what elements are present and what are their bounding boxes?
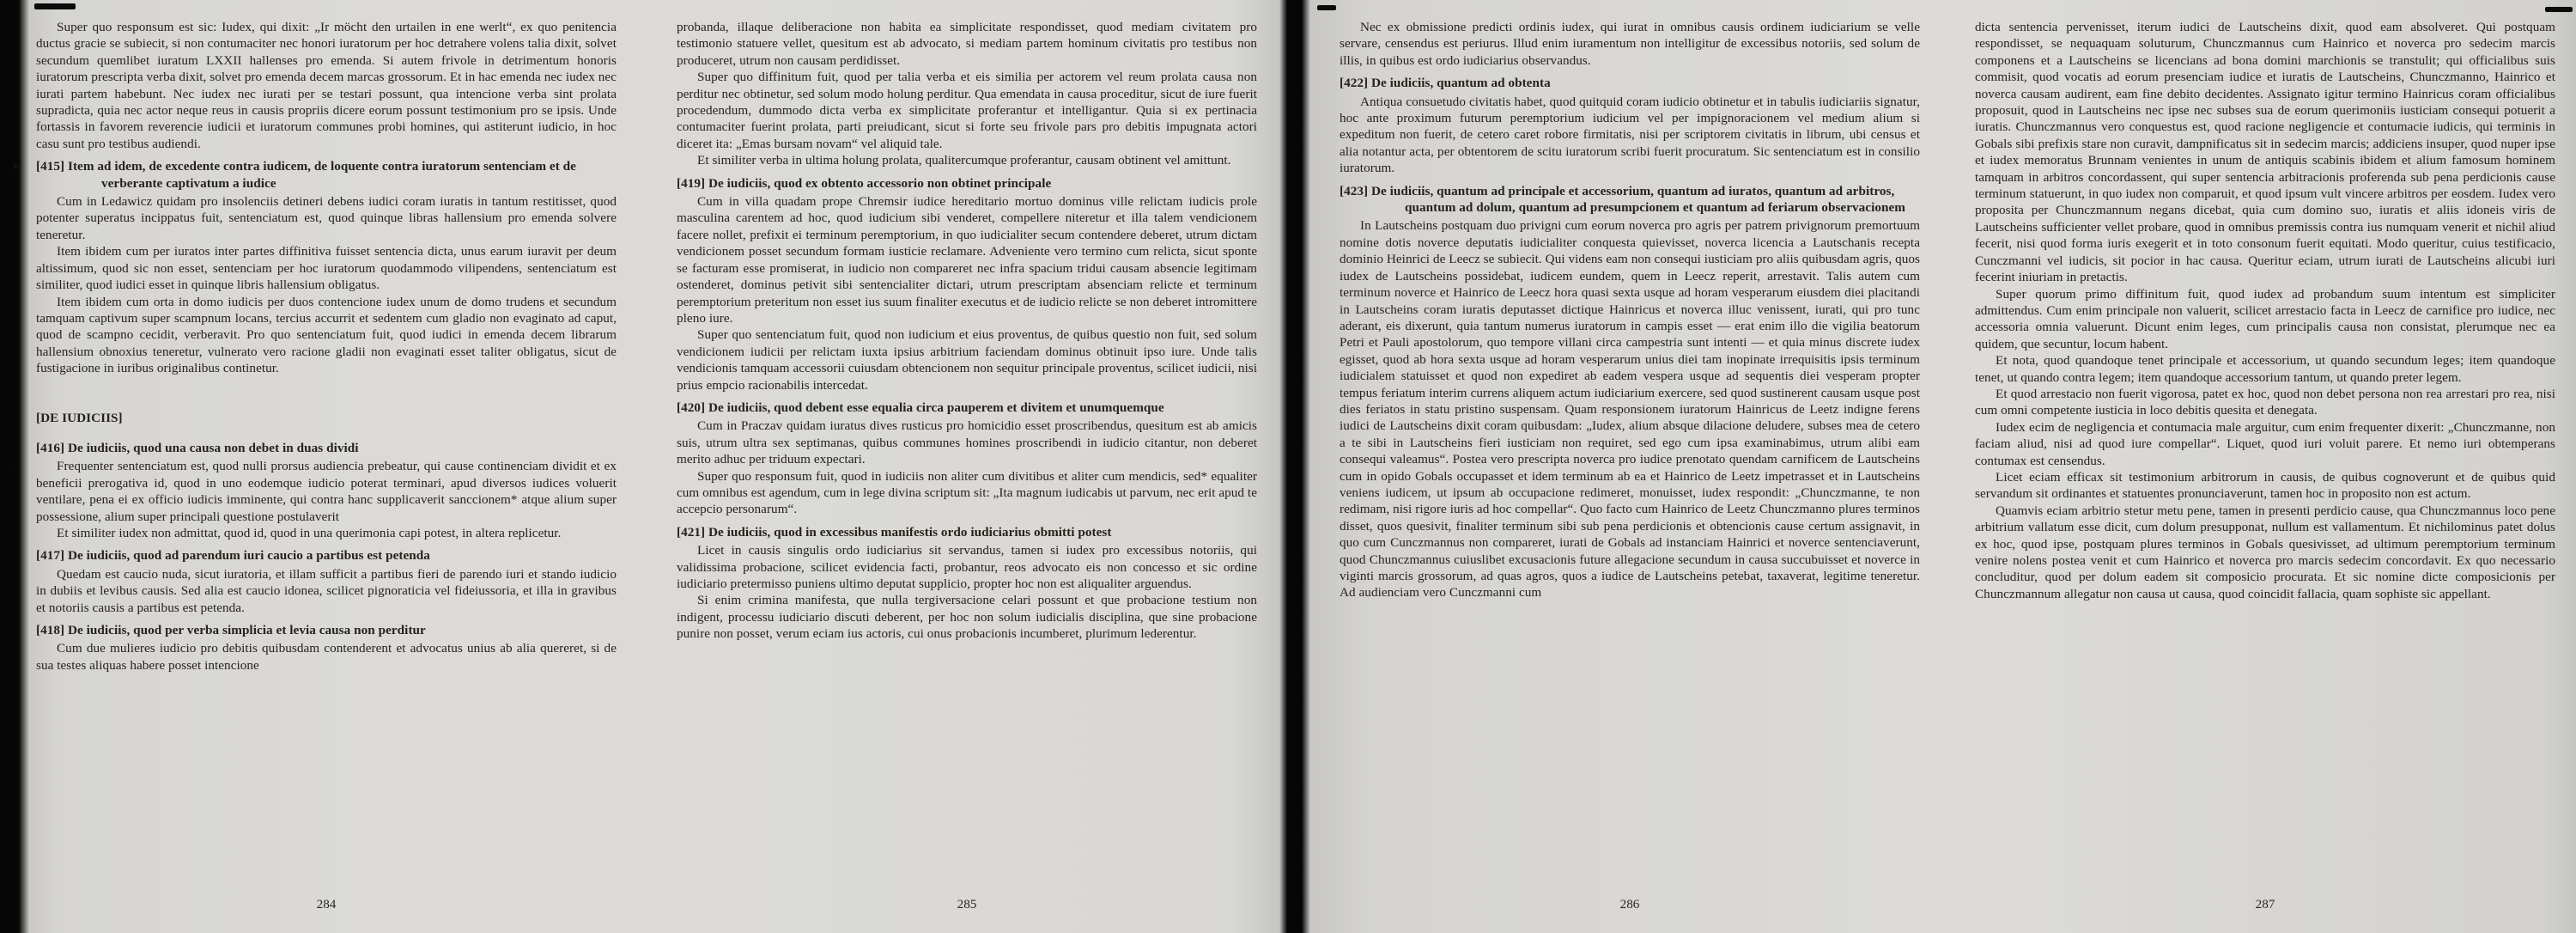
paragraph: Cum in Praczav quidam iuratus dives rusticus pro homicidio esset proscribendus, quesitum est ab amicis suis, utrum ultra sex septimanas, quibus communes homines proscribendi in iudicio citantur, non deberet merito adhuc per triduum expectari.: [677, 418, 1257, 467]
paragraph: Iudex ecim de negligencia et contumacia male arguitur, cum enim frequenter dixerit: „Chunczmanne, non faciam aliud, nisi ad quod iure compellar“. Liquet, quod iuri voluit parere. Et nemo iuri obtemperans contumax est censendus.: [1975, 419, 2555, 468]
item-heading: [421] De iudiciis, quod in excessibus manifestis ordo iudiciarius obmitti potest: [677, 524, 1112, 540]
book-gutter-shadow: [1279, 0, 1310, 933]
page-287-text: [1975, 19, 2555, 602]
page-285: [677, 19, 1257, 916]
paragraph: In Lautscheins postquam duo privigni cum eorum noverca pro agris per patrem privignorum premortuum nomine dotis noverce deputatis iudicialiter conquesta quievisset, noverca licencia a Lautschanis recepta dominio Heinrici de Leecz se subiecit. Qui videns eam non consequi iusticiam pro aliis quibusdam agris, quos iudex de Lautscheins possidebat, iudicem eundem, quem in Leecz reperit, arrestavit. Talis autem cum terminum noverce et Hainrico de Leecz hora quasi sexta usque ad horam vesperarum eiusdem diei placitandi in Lautscheins coram iuratis deputasset dictique Hainricus et noverca illuc venissent, iurati, qui pro tunc aderant, eis dixerunt, quia tantum numerus iuratorum in campis esset — erat enim illo die vigilia beatorum Petri et Pauli apostolorum, quo tempore villani circa campestria sunt intenti — et quia minus discrete iudex egisset, quod ab hora sexta usque ad horam vesperarum unius diei tam inopinate irrequisitis ipsis terminum iudicialem statuisset et quod non expediret ab eadem vespera usque ad sequentis diei vesperam propter tempus feriatum interim currens aliquem actum iudiciarium exercere, sed quod sustinerent causam usque post dies feriatos in statu pristino suspensam. Quam responsionem iuratorum Hainricus de Leetz indigne ferens iudici de Lautscheins dixit coram quibusdam: „Iudex, alium absque dilacione deludere, subses mea de cetero a te sibi in Lautscheins fieri iusticiam non requiret, sed ego cum ipsa examinabimus, utrum alibi eam consequi valeamus“. Postea vero prescripta noverca pro iudice prenotato quendam carnificem de Lautscheins cum in opido Gobals occupasset et idem terminum ab ea et Hainrico de Leetz impetrasset et in Lautscheins veniens iudicem, ut ipsum ab occupacione redimeret, monuisset, iudex respondit: „Chunczmanne, te non redimam, nisi rigore iuris ad hoc compellar“. Quo facto cum Hainrico de Leetz Chunczmanno plures terminos disset, quos quesivit, finaliter terminum sibi sub pena perdicionis et obtencionis cause certum assignavit, in quo cum Cunczmannus non compareret, iurati de Gobals ad instanciam Hainrici et noverce sentenciaverunt, quod Chunczmannus cuiuslibet excusacionis future allegacione secundum in causa succubuisset et noverce in viginti marcis grossorum, ad quas agros, quos a iudice de Lautscheins petebat, taxaverat, legitime teneretur. Ad audienciam vero Cunczmanni cum: [1340, 218, 1920, 601]
paragraph: Si enim crimina manifesta, que nulla tergiversacione celari possunt et que probacione testium non indigent, processu iudiciario discuti deberent, per hoc non solum iudicialis disciplina, que sine probacione punire non posset, verum eciam ius actoris, cui onus probacionis incumberet, plurimum lederentur.: [677, 593, 1257, 642]
paragraph: Super quo diffinitum fuit, quod per talia verba et eis similia per actorem vel reum prolata causa non perditur nec obtinetur, sed solum modo holung perditur. Qua emendata in causa proceditur, sicut de iure fuerit procedendum, dummodo dicta verba ex simplicitate proferantur et intelligantur. Quia si ex pertinacia contumaciter fuerint prolata, parti preiudicant, sicut si forte seu frivole pars pro debitis impugnata actori diceret ita: „Emas bursam novam“ vel aliquid tale.: [677, 70, 1257, 151]
page-287: [1975, 19, 2555, 916]
page-285-text: [677, 19, 1257, 643]
paragraph: Cum in Ledawicz quidam pro insolenciis detineri debens iudici coram iuratis in tantum restitisset, quod potenter superatus incippatus fuit, sentenciatum est, quod quinque libras hallensium pro emenda solvere teneretur.: [36, 194, 617, 242]
paragraph: Frequenter sentenciatum est, quod nulli prorsus audiencia prebeatur, qui cause continenciam dividit et ex beneficii prerogativa id, quod in uno eodemque iudicio poterat terminari, apud diversos iudices voluerit ventilare, pena ei ex officio iudicis imminente, qui contra hanc supplicaverit sanccionem* atque alium super possessione, alium super principali questione postulaverit: [36, 459, 617, 524]
paragraph: Cum in villa quadam prope Chremsir iudice hereditario mortuo dominus ville relictam iudicis prole masculina carentem ad hoc, quod iudicium sibi venderet, compellere niteretur et illa talem vendicionem facere nollet, prefixit ei terminum peremptorium, in quo iudicialiter secum contendere deberet, utrum dictam vendicionem posset secundum formam iusticie reclamare. Adveniente vero termino cum relicta, sicut sponte se facturam esse promiserat, in iudicio non compareret nec infra spacium tridui causam absencie legitimam ostenderet, dominus petivit sibi sentencialiter dictari, utrum prescriptam absenciam relicte et terminum peremptorium preteritum non esset ius suum finaliter executus et de iudicio relicte se non deberet intromittere pleno iure.: [677, 194, 1257, 326]
paragraph: Licet in causis singulis ordo iudiciarius sit servandus, tamen si iudex pro excessibus notoriis, qui validissima probacione, scilicet evidencia facti, probantur, reos advocato eis non concesso et sic ordine iudiciario pretermisso puniens ultimo deputat supplicio, propter hoc non est aliqualiter arguendus.: [677, 543, 1257, 591]
paragraph: Et similiter iudex non admittat, quod id, quod in una querimonia capi potest, in altera replicetur.: [57, 525, 562, 540]
page-286: [1340, 19, 1920, 916]
paragraph: Antiqua consuetudo civitatis habet, quod quitquid coram iudicio obtinetur et in tabulis iudiciariis signatur, hoc ante proximum futurum peremptorium iudicium vel per impignoracionem vel medium alium si expeditum non fuerit, de cetero caret robore firmitatis, nisi per scriptorem civitatis in librum, ubi census et alia notantur acta, per obtentorem de scitu iuratorum scribi fuerit procuratum. Sic sentenciatum est in consilio iuratorum.: [1340, 94, 1920, 176]
page-284: [36, 19, 617, 916]
paragraph: Quedam est caucio nuda, sicut iuratoria, et illam sufficit a partibus fieri de parendo iuri et stando iudicio in dubiis et levibus causis. Sed alia est caucio idonea, scilicet pignoraticia vel fideiussoria, et illa in gravibus et notoriis causis a partibus est petenda.: [36, 566, 617, 615]
item-heading: [417] De iudiciis, quod ad parendum iuri caucio a partibus est petenda: [36, 548, 430, 564]
scan-edge-left: [0, 0, 29, 933]
item-heading: [420] De iudiciis, quod debent esse equalia circa pauperem et divitem et unumquemque: [677, 399, 1164, 415]
paragraph: probanda, illaque deliberacione non habita ea simplicitate respondisset, quod mediam civitatem pro testimonio statuere vellet, quesitum est ab advocato, si mediam partem hominum civitatis pro testibus non produceret, utrum non causam perdidisset.: [677, 20, 1257, 68]
page-number: 286: [1619, 897, 1640, 912]
page-number: 285: [957, 897, 977, 912]
paragraph: dicta sentencia pervenisset, iterum iudici de Lautscheins dixit, quod eam absolveret. Qui postquam respondisset, se nequaquam soluturum, Chunczmannus cum Hainrico et noverca pro sedecim marcis componens et a Lautscheins se licencians ad bona domini marchionis se transtulit; qui officialibus suis commisit, quod vocatis ad eorum presenciam iudice et iuratis de Lautscheins, Chunczmanno, Hainrico et noverca causam audirent, eam fine debito decidentes. Assignato igitur termino Hainricus coram officialibus proposuit, quod in Lautscheins nec ipse nec subses sua de eorum querimoniis iusticiam consequi potuerit a iuratis. Chunczmannus vero conquestus est, quod racione negligencie et contumacie iudicis, qui terminis in Gobals sibi prefixis stare non curavit, dampnificatus sit in sedecim marcis; addiciens insuper, quod nuper ipse et iudex memoratus Brunnam venientes in unum de antiquis scabinis ibidem et alium famosum hominem tamquam in arbitros concordassent, qui super sentencia arbitracionis proferenda sub pena perdicionis cause terminum statuerunt, in quo iudex non comparuit, et quod ipsum vult vincere arbitros per eosdem. Iudex vero proposita per Chunczmannum negans dicebat, quia cum domino suo, iuratis et aliis idoneis viris de Lautscheins sufficienter vellet probare, quod in omnibus premissis contra ius numquam venerit et nichil aliud fecerit, nisi quod forma iuris exegerit et in toto consonum fuerit equitati. Modo queritur, cuius testificacio, Cunczmanni vel iudicis, sit pocior in hac causa. Queritur eciam, utrum iurati de Lautscheins alicubi iuri fecerint iniuriam in pretactis.: [1975, 20, 2555, 285]
item-heading: [416] De iudiciis, quod una causa non debet in duas dividi: [36, 440, 359, 455]
paragraph: Super quo responsum est sic: Iudex, qui dixit: „Ir möcht den urtailen in ene werlt“, ex quo penitencia ductus gracie se subiecit, si non contumaciter nec honori iuratorum per hoc detrahere volens talia dixit, solvet secundum quemlibet iuratum LXXII hallenses pro emenda. Si autem frivole in detrimentum honoris iuratorum prescripta verba dixit, solvet pro emenda decem marcas grossorum. Et in hac emenda nec iudex nec iurati partem habebunt. Nec iudex nec iurati per se testari possunt, qua intencione verba sint prolata supradicta, quia nec actor neque reus in causis propriis dicere eorum possunt testimonium pro se ipsis. Unde fortassis in favorem reverencie iudicii et iuratorum communes probi homines, qui astiterunt iudicio, in hoc casu sunt pro testibus audiendi.: [36, 20, 617, 151]
page-284-text: [36, 19, 617, 674]
item-heading: [418] De iudiciis, quod per verba simplicia et levia causa non perditur: [36, 623, 426, 637]
paragraph: Et nota, quod quandoque tenet principale et accessorium, ut quando secundum leges; item quandoque tenet, ut quando contra legem; item quandoque accessorium tantum, ut quando preter legem.: [1975, 353, 2555, 385]
item-heading: [423] De iudiciis, quantum ad principale et accessorium, quantum ad iuratos, quantum ad arbitros, quantum ad dolum, quantum ad presumpcionem et quantum ad feriarum observacionem: [1340, 183, 1905, 216]
paragraph: Super quo sentenciatum fuit, quod non iudicium et eius proventus, de quibus questio non fuit, sed solum vendicionem iudicii per relictam iuxta ipsius arbitrium faciendam dominus obtinuit ipso iure. Unde talis vendicionis tamquam accessorii cuiusdam obtencionem non sequitur principale proventus, scilicet iudicii, nisi prius empcio racionabilis intercedat.: [677, 327, 1257, 393]
paragraph: Et similiter verba in ultima holung prolata, qualitercumque proferantur, causam obtinent vel amittunt.: [697, 153, 1231, 168]
paragraph: Super quo responsum fuit, quod in iudiciis non aliter cum divitibus et aliter cum mendicis, sed* equaliter cum omnibus est agendum, cum in lege divina scriptum sit: „Ita magnum iudicabis ut parvum, nec erit apud te accepcio personarum“.: [677, 468, 1257, 517]
page-number: 287: [2255, 897, 2275, 912]
paragraph: Nec ex obmissione predicti ordinis iudex, qui iurat in omnibus causis ordinem iudiciarium se velle servare, censendus est periurus. Illud enim iuramentum non intelligitur de excessibus notoriis, sed solum de illis, in quibus est ordo iudiciarius observandus.: [1340, 20, 1920, 68]
section-heading: [DE IUDICIIS]: [36, 410, 123, 425]
item-heading: + [415] Item ad idem, de excedente contra iudicem, de loquente contra iuratorum sentenciam et de verberante captivatum a iudice: [36, 158, 617, 192]
scan-artifact-top-right: [2545, 7, 2573, 12]
page-286-text: [1340, 19, 1920, 601]
paragraph: Licet eciam efficax sit testimonium arbitrorum in causis, de quibus cognoverunt et de quibus quid servandum sit ordinantes et statuentes pronunciaverunt, tamen hoc in proposito non est actum.: [1975, 469, 2555, 502]
paragraph: Item ibidem cum per iuratos inter partes diffinitiva fuisset sentencia dicta, unus earum iuravit per deum altissimum, quod sic non esset, sentenciam per hoc iuratorum quodammodo vilipendens, sentenciatum est similiter, quod iudici esset in quinque libris hallensium obligatus.: [36, 244, 617, 293]
item-heading: [419] De iudiciis, quod ex obtento accessorio non obtinet principale: [677, 175, 1052, 191]
paragraph: Item ibidem cum orta in domo iudicis per duos contencione iudex unum de domo trudens et secundum tamquam captivum super scampnum locans, tercius accurrit et sedentem cum gladio non evaginato ad caput, quod de scampno cecidit, verberavit. Pro quo sentenciatum fuit, quod iudici in emenda decem librarum hallensium obnoxius teneretur, vulnerato vero racione gladii non evaginati esset taliter obligatus, sicut de fustigacione in iuribus originalibus continetur.: [36, 294, 617, 376]
paragraph: Super quorum primo diffinitum fuit, quod iudex ad probandum suum intentum est simpliciter admittendus. Cum enim principale non valuerit, scilicet arrestacio facta in Leecz de carnifice pro iudice, nec accessoria omnia valuerunt. Dicunt enim leges, cum principalis causa non consistat, plerumque nec ea quidem, que secuntur, locum habent.: [1975, 286, 2555, 351]
paragraph: Quamvis eciam arbitrio stetur metu pene, tamen in presenti perdicio cause, qua Chunczmannus loco pene arbitrium vallatum esse dicit, cum dolum presupponat, nullum est vallamentum. Et nichilominus patet dolus ex hoc, quod ipse, postquam plures terminos in Gobals quesivisset, ad ultimum peremptorium terminum venire nolens postea venit et cum Hainrico et noverca pro marcis sedecim concordavit. Ex quo necessario concluditur, quod per dolum eadem sit composicio procurata. Et sic nomine dicte composicionis per Chunczmannum allegatur non causa ut causa, quod coincidit fallacia, quam sophiste sic appellant.: [1975, 503, 2555, 601]
item-heading: [422] De iudiciis, quantum ad obtenta: [1340, 76, 1551, 91]
paragraph: Et quod arrestacio non fuerit vigorosa, patet ex hoc, quod non debet persona non rea arrestari pro rea, nisi cum omni competente iusticia in loco debitis quesita et denegata.: [1975, 386, 2555, 418]
paragraph: Cum due mulieres iudicio pro debitis quibusdam contenderent et advocatus unius ab alia quereret, si de sua testes aliquas habere posset intencione: [36, 641, 617, 673]
scan-artifact-top-left: [34, 3, 76, 9]
page-number: 284: [316, 897, 337, 912]
scan-artifact-top-center: [1317, 5, 1336, 10]
